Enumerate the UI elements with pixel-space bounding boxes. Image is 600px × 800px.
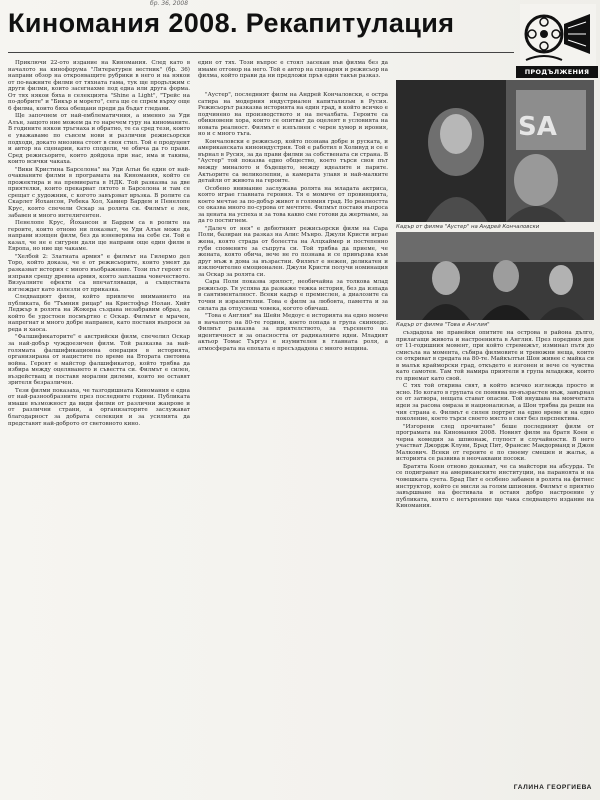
paragraph: "Далеч от нея" е дебютният режисьорски филм на Сара Поли, базиран на разказ на Алис Мънро. Джули Кристи играе жена, която страда от болестта на Алцхаймер и постепенно губи спомените за съпруга си. Той трябва да приеме, че жената, която обича, вече не го познава и се привързва към друг мъж в дома за възрастни. Филмът е нежен, деликатен и изключително емоционален. Джули Кристи получи номинация за Оскар за ролята си. [198, 225, 388, 278]
paragraph: Сара Поли показва зрялост, необичайна за толкова млад режисьор. Тя успява да разкаже тежка история, без да изпада в сантименталност. Всеки кадър е премислен, а диалозите са точни и изразителни. Това е филм за любовта, паметта и за силата да отпуснеш човека, когото обичаш. [198, 279, 388, 312]
section-badge-label: ПРОДЪЛЖЕНИЯ [516, 66, 598, 78]
issue-marker: бр. 36, 2008 [150, 0, 189, 7]
paragraph: "Фалшификаторите" е австрийски филм, спечелил Оскар за най-добър чуждоезичен филм. Той разказва за най-голямата фалшификационна операция в историята, организирана от нацистите по време на Втората световна война. Героят е майстор фалшификатор, който трябва да избира между оцеляването и съвестта си. Филмът е силен, въздействащ и поставя морални дилеми, които не оставят зрителя безразличен. [8, 334, 190, 387]
paragraph: "Това е Англия" на Шейн Медоус е историята на едно момче в началото на 80-те години, което попада в група скинхедс. Филмът разказва за приятелството, за търсенето на идентичност и за опасността от радикалните идеи. Младият актьор Томас Търгуз е изумителен в главната роля, а атмосферата на епохата е пресъздадена с много вещина. [198, 313, 388, 352]
paragraph: един от тях. Този въпрос е стоял засекан във филма без да имаме отговор на него. Той е автор на сценария и режисьор на филма, който прави да ни предложи пръв един такъв разказ. [198, 60, 388, 80]
column-2-lead [198, 60, 388, 80]
paragraph: създадоха не правейки опитите на острова в района дълго, прилагащи живота и настроенията в Англия. През поредния ден от 11-годишния момент, при който стремежът, изминал пътя до смисъла на момента, събира филмовите и тревожни неща, които се откриват в средата на 80-те. Майкълтън Шон живее с майка си в малък крайморски град, откъдето е изгонен и вече се чувства като самотен. Там той намира приятели в група младежи, които го приемат като свой. [396, 330, 594, 382]
paragraph: Особено внимание заслужава ролята на младата актриса, която играе главната героиня. Тя е момиче от провинцията, което мечтае за по-добър живот в голямия град. Но реалността се оказва много по-сурова от мечтите. Филмът поставя въпроса за цената на успеха и за това какво сме готови да жертваме, за да го постигнем. [198, 185, 388, 225]
article-title: Киномания 2008. Рекапитулация [8, 8, 455, 38]
photo-caption-2: Кадър от филма "Това е Англия" [396, 322, 490, 328]
paragraph: С тях той открива свят, в който всичко изглежда просто и ясно. Но когато в групата се появява по-възрастен мъж, завърнал се от затвора, нещата стават опасни. Той внушава на момчетата идеи за расова омраза и национализъм, а Шон трябва да реши на чия страна е. Филмът е силен портрет на едно време и на едно поколение, което търси своето място в свят без перспектива. [396, 383, 594, 423]
column-3 [396, 330, 594, 770]
film-still-photo-2 [396, 232, 594, 320]
paragraph: "Вики Кристина Барселона" на Уди Алън бе един от най-очакваните филми в програмата на Киномания, който се прожектира и на премиерата в НДК. Той разказва за две приятелки, които прекарват лятото в Барселона и там се срещат с художник, с когото завързват връзка. В ролите са Скарлет Йохансон, Ребека Хол, Хавиер Бардем и Пенелопе Крус, която спечели Оскар за ролята си. Филмът е лек, забавен и много интелигентен. [8, 166, 190, 219]
photo-caption-1: Кадър от филма "Аустер" на Андрей Кончаловски [396, 224, 540, 230]
paragraph: "Аустер", последният филм на Андрей Кончаловски, е остра сатира на модерния индустриален капитализъм в Русия. Режисьорът разказва историята на един град, в който всичко е подчинено на производството и на печалбата. Героите са обикновени хора, които се опитват да оцелеят в условията на новата реалност. Филмът е изпълнен с черен хумор и ирония, но и с много тъга. [198, 92, 388, 138]
paragraph: "Хелбой 2: Златната армия" е филмът на Гилермо дел Торо, който доказа, че е от режисьорите, които умеят да разказват история с много въображение. Този път героят се изправя срещу древна армия, която заплашва човечеството. Визуалните ефекти са впечатляващи, а съществата изглеждат като излезли от приказка. [8, 253, 190, 293]
section-badge-illustration [520, 4, 596, 68]
paragraph: Пенелопе Крус, Йохансон и Бардем са в ролите на героите, които отново ни показват, че Уди Алън може да направи изящен филм, без да изневерява на себе си. Той е казал, че не е сигурен дали ще направи още един филм в Европа, но ние ще чакаме. [8, 220, 190, 253]
title-rule [8, 52, 514, 53]
column-2 [198, 92, 388, 782]
paragraph: Тези филми показаха, че тазгодишната Киномания е една от най-разнообразните през последните години. Публиката имаше възможност да види филми от различни жанрове и от различни страни, а организаторите заслужават благодарност за добрата селекция и за усилията да представят най-доброто от световното кино. [8, 387, 190, 427]
paragraph: Следващият филм, който привлече вниманието на публиката, бе "Тъмния рицар" на Кристофър Нолан. Хийт Леджър в ролята на Жокера създава незабравим образ, за който бе удостоен посмъртно с Оскар. Филмът е мрачен, напрегнат и много добре направен, като поставя въпроси за реда и хаоса. [8, 294, 190, 333]
paragraph: "Изгорени след прочитане" беше последният филм от програмата на Киномания 2008. Новият филм на братя Коен е черна комедия за шпионаж, глупост и случайности. В него участват Джордж Клуни, Брад Пит, Франсис Макдорманд и Джон Малкович. Всеки от героите е по своему смешен и жалък, а историята се развива в неочаквани посоки. [396, 423, 594, 463]
column-1 [8, 60, 190, 782]
paragraph: Кончаловски е режисьор, който познава добре и руската, и американската киноиндустрия. Той е работил в Холивуд и се е върнал в Русия, за да прави филми за собствената си страна. В "Аустер" той показва едно общество, което търси своя път между миналото и бъдещето, между идеалите и парите. Актьорите са великолепни, а камерата улавя и най-малките детайли от живота на героите. [198, 138, 388, 185]
author-byline: ГАЛИНА ГЕОРГИЕВА [513, 784, 592, 791]
paragraph: Ще започнем от най-емблематичния, а именно за Уди Алън, защото ние можем да го наречем гуру на киноманите. В годините някои тръгнаха и обратно, те са сред тези, които е уважаваме по съвсем нови и различни режисьорски подходи, докато мнозина стоят в своя стил. Той е продуцент и автор на сценарии, като сподели, че обича да го прави. Сред режисьорите, които дойдоха при нас, има и такива, които всички чакаха. [8, 113, 190, 166]
svg-text:SA: SA [518, 112, 557, 142]
paragraph: Братята Коен отново доказват, че са майстори на абсурда. Те се подиграват на американските институции, на параноята и на човешката суета. Брад Пит е особено забавен в ролята на фитнес инструктор, който се мисли за голям шпионин. Филмът е приятно завършване на фестивала и оставя добро настроение у публиката, която с нетърпение ще чака следващото издание на Киномания. [396, 463, 594, 510]
film-still-photo-1 [396, 80, 594, 222]
paragraph: Приключи 22-ото издание на Киномания. След като в началото на кинофорума "Литературен вестник" (бр. 36) направи обзор на открояващите рубрики в него и на някои от по-важните филми от тяхната гама, тук ще продължим с други филми, които засегнахме под една или друга форма. От тях някои бяха в селекцията "Shine a Light", "Трейс на по-добрите" и "Бикър и морето", сега ще се спрем върху още 6 филма, които бяха обещани преди да бъдат гледани. [8, 60, 190, 112]
